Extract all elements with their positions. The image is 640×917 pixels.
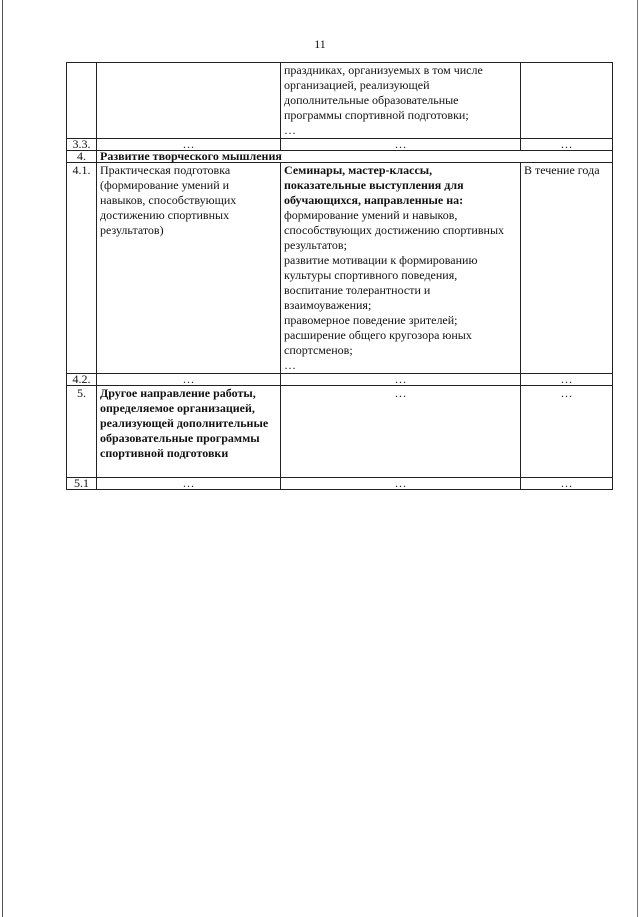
timing-cell: … [521,478,613,490]
timing-cell: … [521,374,613,386]
section-title: Развитие творческого мышления [97,151,613,163]
activity-line: программы спортивной подготовки; [284,108,469,122]
timing-cell [521,63,613,139]
row-number-cell: 4.1. [67,163,97,374]
timing-cell: В течение года [521,163,613,374]
direction-cell: Другое направление работы, определяемое организацией, реализующей дополнительные образовательные программы спортивной подготовки [97,386,281,478]
activities-cell: … [281,374,521,386]
direction-cell: Практическая подготовка (формирование умений и навыков, способствующих достижению спортивных результатов) [97,163,281,374]
section-row [67,151,613,163]
direction-cell: … [97,374,281,386]
activity-line: праздниках, организуемых в том числе [284,63,483,77]
activity-line: развитие мотивации к формированию культуры спортивного поведения, воспитание толерантности и взаимоуважения; [284,253,478,312]
activities-cell: … [281,139,521,151]
table-row [67,374,613,386]
activities-heading: Семинары, мастер-классы, показательные выступления для обучающихся, направленные на: [284,163,464,207]
activities-cell: … [281,386,521,478]
activity-line: … [284,358,296,372]
timing-cell: … [521,386,613,478]
direction-cell: … [97,478,281,490]
table-row [67,386,613,478]
row-number-cell: 4.2. [67,374,97,386]
page-number: 11 [314,37,326,51]
activity-line: дополнительные образовательные [284,93,459,107]
activity-line: организацией, реализующей [284,78,430,92]
activity-line: правомерное поведение зрителей; [284,313,458,327]
row-number-cell: 5. [67,386,97,478]
table-row [67,163,613,374]
row-number-cell: 3.3. [67,139,97,151]
table-row [67,478,613,490]
direction-cell [97,63,281,139]
activities-cell: … [281,478,521,490]
row-number-cell [67,63,97,139]
table-row [67,63,613,139]
activity-line: расширение общего кругозора юных спортсменов; [284,328,472,357]
activities-cell [281,63,521,139]
activities-cell [281,163,521,374]
row-number-cell: 5.1 [67,478,97,490]
page-right-edge [637,0,638,917]
activity-line: … [284,123,296,137]
page-left-edge [2,0,3,917]
row-number-cell: 4. [67,151,97,163]
plan-table [66,62,613,490]
activity-line: формирование умений и навыков, способствующих достижению спортивных результатов; [284,208,505,252]
timing-cell: … [521,139,613,151]
direction-cell: … [97,139,281,151]
